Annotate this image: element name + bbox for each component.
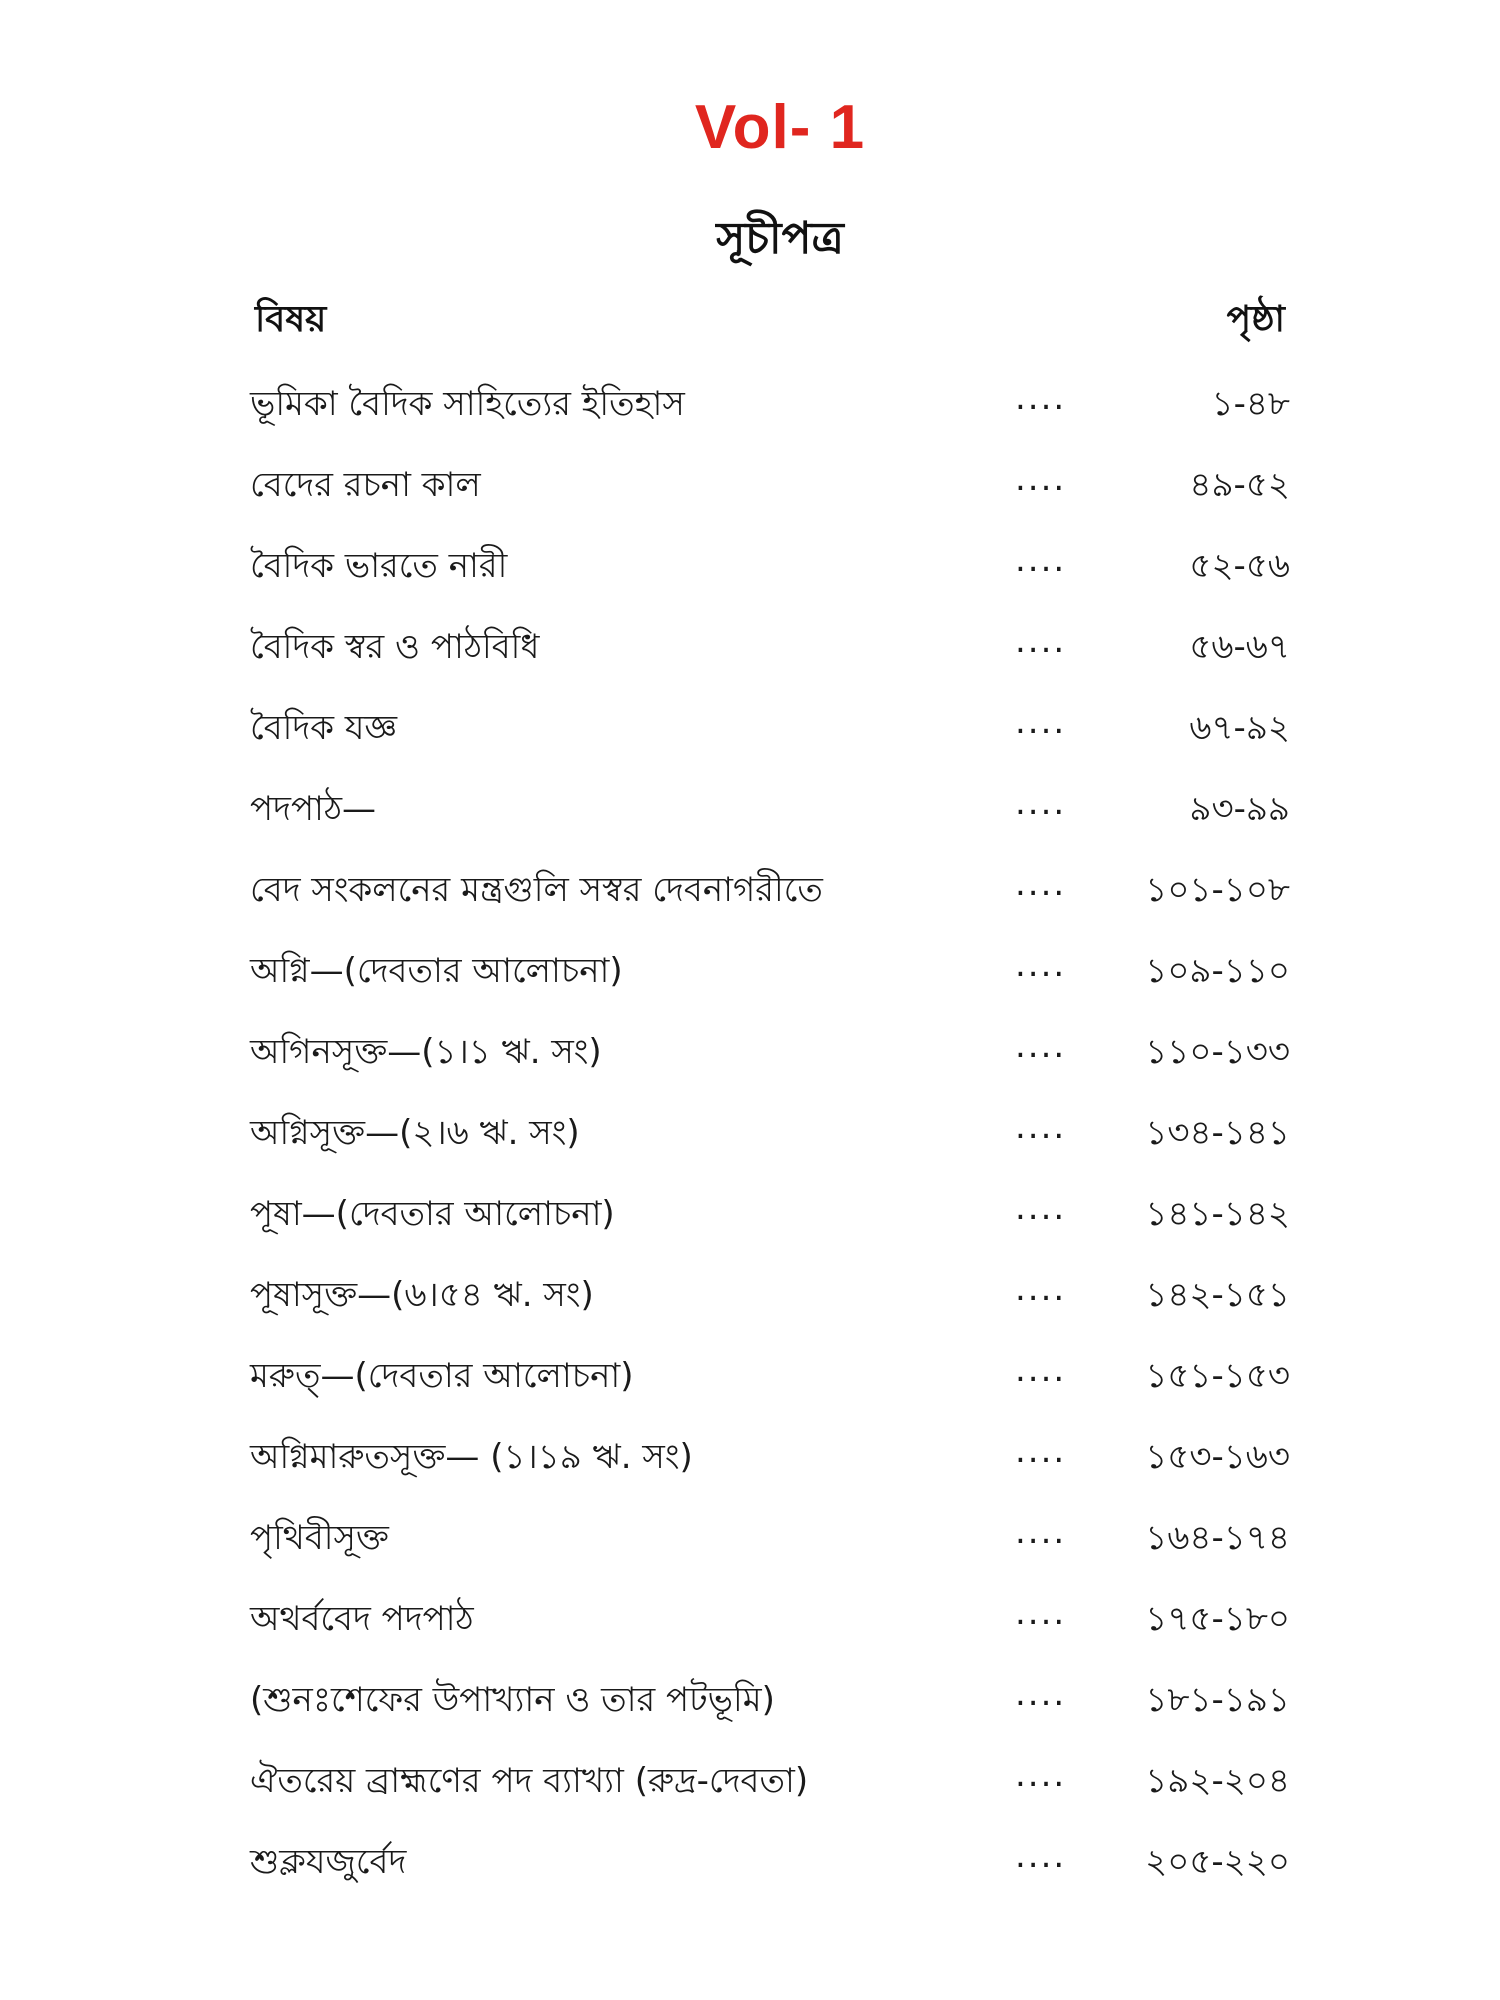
toc-leader-dots: .... <box>1015 1107 1067 1147</box>
toc-leader-dots: .... <box>1015 378 1067 418</box>
toc-leader-dots: .... <box>1015 1431 1067 1471</box>
toc-leader-dots: .... <box>1015 1836 1067 1876</box>
toc-page-range: ২০৫-২২০ <box>1145 1842 1290 1882</box>
toc-leader-dots: .... <box>1015 864 1067 904</box>
toc-page-range: ১৩৪-১৪১ <box>1145 1113 1290 1153</box>
toc-leader-dots: .... <box>1015 1188 1067 1228</box>
toc-leader-dots: .... <box>1015 459 1067 499</box>
toc-page-range: ১৫৩-১৬৩ <box>1145 1437 1290 1477</box>
toc-row <box>250 854 1290 935</box>
toc-row <box>250 1097 1290 1178</box>
toc-page-range: ১০৯-১১০ <box>1145 951 1290 991</box>
toc-row <box>250 530 1290 611</box>
toc-page-range: ১৪১-১৪২ <box>1145 1194 1290 1234</box>
toc-row <box>250 1745 1290 1826</box>
toc-subject: শুক্লযজুর্বেদ <box>250 1842 407 1882</box>
toc-subject: ভূমিকা বৈদিক সাহিত্যের ইতিহাস <box>250 384 685 424</box>
toc-page-range: ১১০-১৩৩ <box>1145 1032 1290 1072</box>
toc-page-range: ৫২-৫৬ <box>1189 546 1290 586</box>
toc-subject: অগ্নিসূক্ত—(২।৬ ঋ. সং) <box>250 1113 580 1153</box>
toc-row <box>250 368 1290 449</box>
toc-subject: ঐতরেয় ব্রাহ্মণের পদ ব্যাখ্যা (রুদ্র-দেবতা) <box>250 1761 809 1801</box>
subject-column-header: বিষয় <box>255 299 327 340</box>
toc-leader-dots: .... <box>1015 540 1067 580</box>
toc-leader-dots: .... <box>1015 1512 1067 1552</box>
toc-page-range: ১৮১-১৯১ <box>1145 1680 1290 1720</box>
toc-page-range: ৬৭-৯২ <box>1189 708 1290 748</box>
toc-leader-dots: .... <box>1015 945 1067 985</box>
toc-page-range: ১০১-১০৮ <box>1145 870 1290 910</box>
toc-page-range: ৪৯-৫২ <box>1189 465 1290 505</box>
toc-row <box>250 1583 1290 1664</box>
toc-subject: বৈদিক যজ্ঞ <box>250 708 397 748</box>
toc-subject: বেদ সংকলনের মন্ত্রগুলি সস্বর দেবনাগরীতে <box>250 870 823 910</box>
toc-subject: পূষাসূক্ত—(৬।৫৪ ঋ. সং) <box>250 1275 594 1315</box>
toc-subject: পদপাঠ— <box>250 789 377 829</box>
toc-leader-dots: .... <box>1015 702 1067 742</box>
toc-leader-dots: .... <box>1015 1269 1067 1309</box>
toc-row <box>250 1340 1290 1421</box>
table-of-contents <box>250 368 1290 1907</box>
toc-row <box>250 1259 1290 1340</box>
toc-row <box>250 773 1290 854</box>
toc-subject: মরুত্—(দেবতার আলোচনা) <box>250 1356 634 1396</box>
toc-page-range: ১৬৪-১৭৪ <box>1145 1518 1290 1558</box>
toc-row <box>250 935 1290 1016</box>
toc-row <box>250 1826 1290 1907</box>
toc-leader-dots: .... <box>1015 1674 1067 1714</box>
toc-subject: অগ্নি—(দেবতার আলোচনা) <box>250 951 623 991</box>
toc-leader-dots: .... <box>1015 1026 1067 1066</box>
toc-subject: অথর্ববেদ পদপাঠ <box>250 1599 474 1639</box>
toc-subject: বৈদিক স্বর ও পাঠবিধি <box>250 627 540 667</box>
toc-leader-dots: .... <box>1015 621 1067 661</box>
toc-page-range: ৫৬-৬৭ <box>1189 627 1290 667</box>
toc-row <box>250 1421 1290 1502</box>
toc-subject: পূষা—(দেবতার আলোচনা) <box>250 1194 615 1234</box>
toc-leader-dots: .... <box>1015 1350 1067 1390</box>
toc-page-range: ৯৩-৯৯ <box>1189 789 1290 829</box>
toc-row <box>250 692 1290 773</box>
toc-leader-dots: .... <box>1015 1593 1067 1633</box>
toc-subject: বৈদিক ভারতে নারী <box>250 546 508 586</box>
toc-page-range: ১৯২-২০৪ <box>1145 1761 1290 1801</box>
toc-row <box>250 1178 1290 1259</box>
toc-subject: পৃথিবীসূক্ত <box>250 1518 389 1558</box>
toc-row <box>250 449 1290 530</box>
toc-subject: অগিনসূক্ত—(১।১ ঋ. সং) <box>250 1032 602 1072</box>
toc-row <box>250 1664 1290 1745</box>
toc-page-range: ১৪২-১৫১ <box>1145 1275 1290 1315</box>
toc-row <box>250 611 1290 692</box>
toc-subject: (শুনঃশেফের উপাখ্যান ও তার পটভূমি) <box>250 1680 775 1720</box>
volume-title: Vol- 1 <box>694 93 866 162</box>
contents-title: সূচীপত্র <box>716 213 844 264</box>
toc-leader-dots: .... <box>1015 783 1067 823</box>
toc-row <box>250 1502 1290 1583</box>
toc-subject: অগ্নিমারুতসূক্ত— (১।১৯ ঋ. সং) <box>250 1437 693 1477</box>
toc-subject: বেদের রচনা কাল <box>250 465 481 505</box>
toc-leader-dots: .... <box>1015 1755 1067 1795</box>
toc-page-range: ১৫১-১৫৩ <box>1145 1356 1290 1396</box>
page-column-header: পৃষ্ঠা <box>1226 299 1285 340</box>
toc-row <box>250 1016 1290 1097</box>
toc-page-range: ১৭৫-১৮০ <box>1145 1599 1290 1639</box>
toc-page-range: ১-৪৮ <box>1211 384 1290 424</box>
